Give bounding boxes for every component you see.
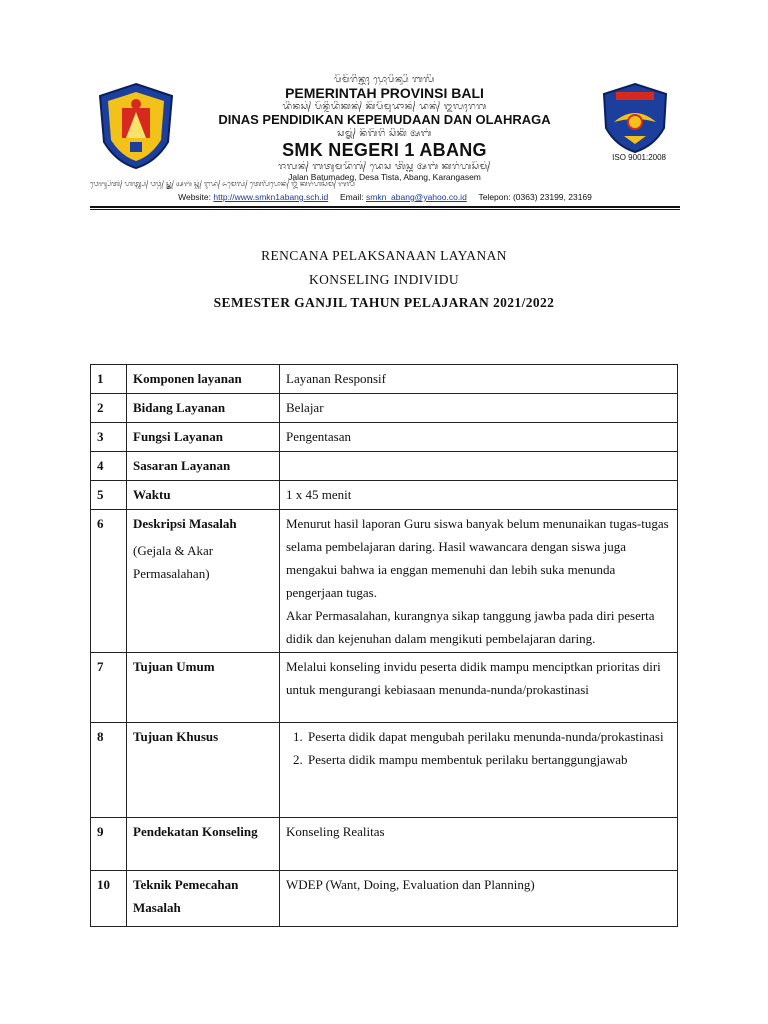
table-row [91,818,678,871]
list-item: 2. Peserta didik mampu membentuk perilaku bertanggungjawab [306,748,671,771]
row-label-cell [127,510,280,653]
letterhead-divider [90,209,680,210]
email-link[interactable]: smkn_abang@yahoo.co.id [366,192,467,202]
school-logo-icon [602,82,668,154]
table-row [91,452,678,481]
row-number: 5 [91,481,127,510]
document-subtitle: KONSELING INDIVIDU [308,272,460,287]
row-value-cell [280,510,678,653]
plan-table [90,364,678,927]
row-label: Sasaran Layanan [127,452,280,481]
table-row [91,423,678,452]
row-value-root-cause: Akar Permasalahan, kurangnya sikap tanggung jawba pada diri peserta didik dan kejenuhan dalam mengikuti pembelajaran daring. [286,608,655,646]
row-label: Tujuan Khusus [127,723,280,818]
row-number: 8 [91,723,127,818]
table-row [91,510,678,653]
objectives-list [286,725,671,771]
row-number: 2 [91,394,127,423]
row-label: Pendekatan Konseling [127,818,280,871]
department-name: DINAS PENDIDIKAN KEPEMUDAAN DAN OLAHRAGA [218,112,551,127]
row-label: Teknik Pemecahan Masalah [127,871,280,927]
row-sublabel: (Gejala & Akar Permasalahan) [133,543,214,581]
balinese-script-line: ᬯᬾᬩ᭄ᬲᬶᬢ᭄ ᬳᬢ᭄ᬢ᭄ᬧ᭄ ᬯᬯ᭄ᬯ᭄ ᬲ᭄ᬫ᭄ᬓ᭄ᬦ᭄ ᬅᬩᬂ ᬲ᭄ᬘ᭄ ᬇᬤ᭄ ᬏᬫᬾᬮ᭄ ᬢᬾᬮᭂᬧᭀᬦ᭄ ᬑᬃ ᬓᬭᬂᬳᬲᭂᬫ᭄ ᬩᬮᬶ [90,181,355,188]
row-label: Komponen layanan [127,365,280,394]
table-row [91,653,678,723]
row-label: Waktu [127,481,280,510]
table-row [91,871,678,927]
table-row [91,365,678,394]
table-row [91,394,678,423]
balinese-script-line: ᬚᬮᬦ᭄ ᬩᬢᬸᬫᬤᭂᬕ᭄ ᬤᬾᬲ ᬢᬶᬲ᭄ᬢ ᬅᬩᬂ ᬓᬭᬂᬳᬲᭂᬫ᭄ [278,161,491,171]
row-value: Layanan Responsif [280,365,678,394]
email-label: Email: [340,192,364,202]
government-name: PEMERINTAH PROVINSI BALI [285,85,484,101]
row-number: 7 [91,653,127,723]
row-number: 4 [91,452,127,481]
row-number: 9 [91,818,127,871]
row-value: WDEP (Want, Doing, Evaluation dan Planning) [280,871,678,927]
row-value: Melalui konseling invidu peserta didik mampu menciptkan prioritas diri untuk mengurangi kebiasaan menunda-nunda/prokastinasi [280,653,678,723]
row-value: 1 x 45 menit [280,481,678,510]
website-label: Website: [178,192,212,202]
row-value: Belajar [280,394,678,423]
balinese-script-line: ᬧᭂᬫᭂᬭᬶᬦ᭄ᬢᬄ ᬧ᭄ᬭᭀᬧᬶᬦ᭄ᬲᬶ ᬩᬮᬶ [334,74,435,84]
row-value: Menurut hasil laporan Guru siswa banyak belum menunaikan tugas-tugas selama pembelajaran daring. Hasil wawancara dengan siswa juga mengakui bahwa ia enggan memenuhi dan lebih suka menunda pengerjaan tugas. [286,516,669,600]
phone-number: Telepon: (0363) 23199, 23169 [478,192,592,202]
bali-province-crest-icon [96,82,176,170]
row-number: 6 [91,510,127,653]
row-number: 1 [91,365,127,394]
balinese-script-line: ᬲᬫ᭄ᬓ᭄ ᬦᭂᬕᭂᬭᬶ ᬲᬶᬓᬶ ᬅᬩᬂ [337,128,432,138]
document-title: RENCANA PELAKSANAAN LAYANAN [261,248,507,263]
row-number: 10 [91,871,127,927]
row-label: Bidang Layanan [127,394,280,423]
table-row [91,481,678,510]
document-semester: SEMESTER GANJIL TAHUN PELAJARAN 2021/2022 [213,295,555,310]
row-label: Tujuan Umum [127,653,280,723]
row-value-cell [280,723,678,818]
table-row [91,723,678,818]
list-item: 1. Peserta didik dapat mengubah perilaku menunda-nunda/prokastinasi [306,725,671,748]
row-label: Deskripsi Masalah [133,516,237,531]
letterhead-divider [90,206,680,208]
letterhead [90,74,680,214]
row-value [280,452,678,481]
iso-certification: ISO 9001:2008 [612,153,666,162]
row-label: Fungsi Layanan [127,423,280,452]
balinese-script-line: ᬤᬶᬦᬲ᭄ ᬧᭂᬦ᭄ᬤᬶᬤᬶᬓᬦ᭄ ᬓᭂᬧᭂᬫᬸᬤᬵᬦ᭄ ᬤᬦ᭄ ᬑᬮᬄᬭᬕ [282,101,487,111]
website-link[interactable]: http://www.smkn1abang.sch.id [213,192,329,202]
school-name: SMK NEGERI 1 ABANG [282,140,487,160]
school-address: Jalan Batumadeg, Desa Tista, Abang, Karangasem [288,172,481,182]
row-value: Konseling Realitas [280,818,678,871]
contact-line [90,192,680,202]
row-number: 3 [91,423,127,452]
row-value: Pengentasan [280,423,678,452]
